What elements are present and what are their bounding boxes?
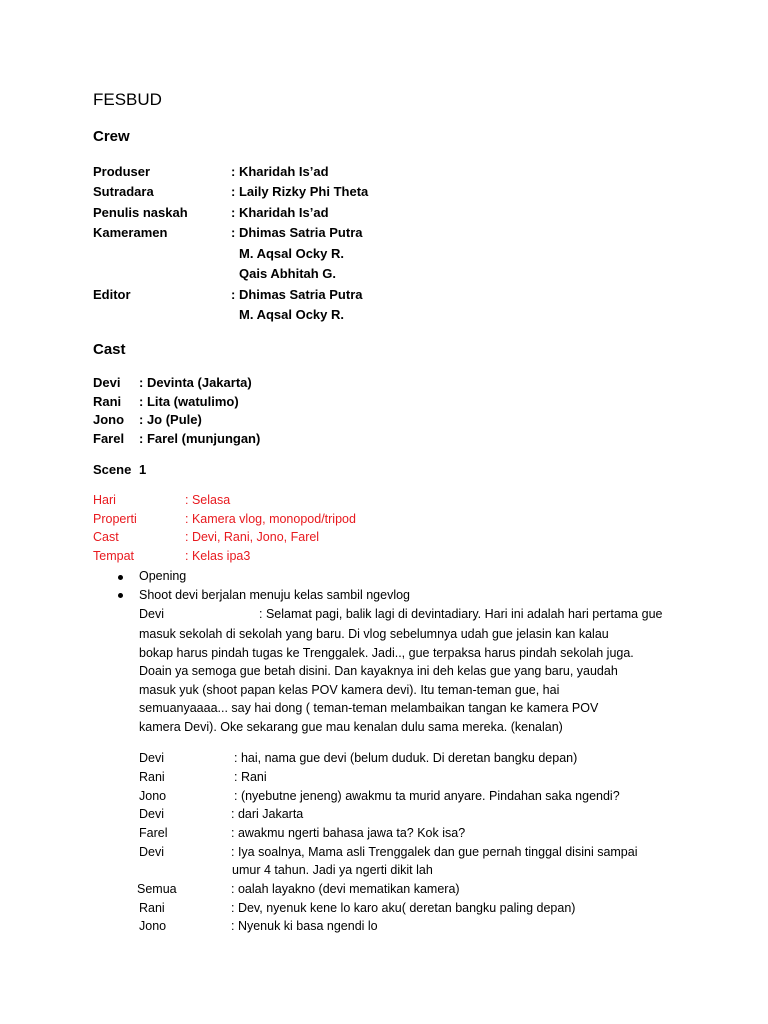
dialogue-speaker: Farel xyxy=(139,826,168,840)
crew-name: : Laily Rizky Phi Theta xyxy=(231,184,369,199)
scene-info-value: : Devi, Rani, Jono, Farel xyxy=(185,530,320,544)
scene-label: Scene xyxy=(93,462,132,477)
dialogue-line: : awakmu ngerti bahasa jawa ta? Kok isa? xyxy=(231,826,466,840)
dialogue-speaker: Devi xyxy=(139,751,165,765)
bullet-text: Shoot devi berjalan menuju kelas sambil ngevlog xyxy=(139,588,410,602)
crew-name: : Kharidah Is’ad xyxy=(231,164,329,179)
scene-info-key: Tempat xyxy=(93,549,134,563)
dialogue-speaker: Semua xyxy=(137,882,177,896)
dialogue-line: : oalah layakno (devi mematikan kamera) xyxy=(231,882,460,896)
cast-name: : Devinta (Jakarta) xyxy=(139,375,252,390)
scene-info-key: Hari xyxy=(93,493,116,507)
cast-name: : Farel (munjungan) xyxy=(139,431,261,446)
dialogue-line: : (nyebutne jeneng) awakmu ta murid anyare. Pindahan saka ngendi? xyxy=(234,789,620,803)
scene-info-key: Cast xyxy=(93,530,119,544)
scene-number: 1 xyxy=(139,462,147,477)
cast-role: Rani xyxy=(93,394,122,409)
cast-heading: Cast xyxy=(93,341,126,358)
dialogue-speaker: Rani xyxy=(139,770,165,784)
scene-info-value: : Kamera vlog, monopod/tripod xyxy=(185,512,356,526)
crew-name: : Dhimas Satria Putra xyxy=(231,225,363,240)
crew-role: Sutradara xyxy=(93,184,154,199)
dialogue-speaker: Devi xyxy=(139,845,165,859)
dialogue-line: : Nyenuk ki basa ngendi lo xyxy=(231,919,378,933)
dialogue-line: : dari Jakarta xyxy=(231,807,304,821)
crew-role: Penulis naskah xyxy=(93,205,188,220)
dialogue-line: : hai, nama gue devi (belum duduk. Di deretan bangku depan) xyxy=(234,751,578,765)
dialogue-line: : Dev, nyenuk kene lo karo aku( deretan bangku paling depan) xyxy=(231,901,576,915)
dialogue-speaker: Jono xyxy=(139,789,167,803)
dialogue-speaker: Devi xyxy=(139,807,165,821)
bullet-text: Opening xyxy=(139,569,187,583)
cast-name: : Lita (watulimo) xyxy=(139,394,239,409)
crew-name: M. Aqsal Ocky R. xyxy=(239,307,344,322)
dialogue-line: umur 4 tahun. Jadi ya ngerti dikit lah xyxy=(232,863,433,877)
dialogue-line: : Rani xyxy=(234,770,267,784)
crew-name: : Kharidah Is’ad xyxy=(231,205,329,220)
cast-name: : Jo (Pule) xyxy=(139,412,202,427)
scene-info-key: Properti xyxy=(93,512,137,526)
crew-heading: Crew xyxy=(93,128,130,145)
crew-name: Qais Abhitah G. xyxy=(239,266,337,281)
crew-role: Kameramen xyxy=(93,225,168,240)
monologue-first-line: : Selamat pagi, balik lagi di devintadiary. Hari ini adalah hari pertama gue xyxy=(259,607,663,621)
cast-role: Jono xyxy=(93,412,125,427)
crew-role: Produser xyxy=(93,164,151,179)
crew-name: M. Aqsal Ocky R. xyxy=(239,246,344,261)
crew-role: Editor xyxy=(93,287,131,302)
bullet-icon xyxy=(118,575,123,580)
scene-info-value: : Selasa xyxy=(185,493,231,507)
scene-info-value: : Kelas ipa3 xyxy=(185,549,251,563)
cast-role: Farel xyxy=(93,431,125,446)
dialogue-speaker: Jono xyxy=(139,919,167,933)
crew-name: : Dhimas Satria Putra xyxy=(231,287,363,302)
monologue-text: masuk sekolah di sekolah yang baru. Di vlog sebelumnya udah gue jelasin kan kalau bokap harus pindah tugas ke Trenggalek. Jadi.., gue terpaksa harus pindah sekolah juga. Doain ya semoga gue betah disini. Dan kayaknya ini deh kelas gue yang baru, yaudah masuk yuk (shoot papan kelas POV kamera devi). Itu teman-teman gue, hai semuanyaaaa... say hai dong ( teman-teman melambaikan tangan ke kamera POV kamera Devi). Oke sekarang gue mau kenalan dulu sama mereka. (kenalan) xyxy=(139,627,634,734)
cast-role: Devi xyxy=(93,375,121,390)
dialogue-line: : Iya soalnya, Mama asli Trenggalek dan gue pernah tinggal disini sampai xyxy=(231,845,638,859)
document-title: FESBUD xyxy=(93,90,162,109)
monologue-speaker: Devi xyxy=(139,607,165,621)
bullet-icon xyxy=(118,593,123,598)
dialogue-speaker: Rani xyxy=(139,901,165,915)
